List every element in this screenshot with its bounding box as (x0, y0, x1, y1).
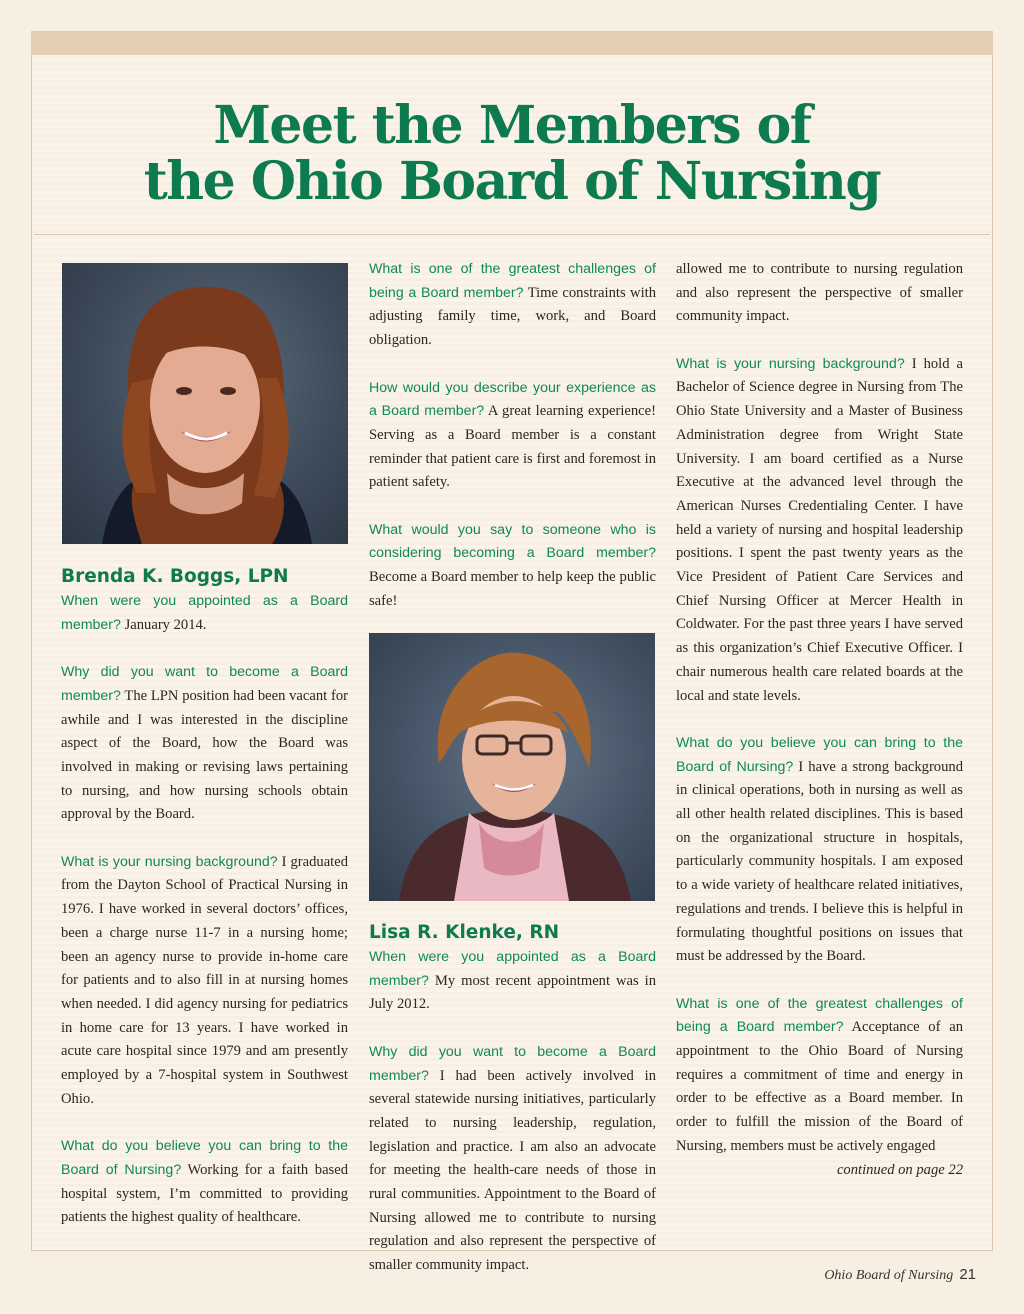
answer-advice: Become a Board member to help keep the public safe! (369, 569, 656, 609)
page-number: 21 (959, 1266, 976, 1283)
answer-why: I had been actively involved in several statewide nursing initiatives, particularly related to nursing leadership, regulation, legislation and practice. I am also an advocate for meeting the health-care needs of those in rural communities. Appointment to the Board of Nursing allowed me to contribute to nursing regulation and also represent the perspective of smaller community impact. (369, 1067, 656, 1274)
answer-appointed: My most recent appointment was in July 2012. (369, 972, 656, 1013)
question-appointed: When were you appointed as a Board member? (369, 949, 656, 989)
portrait-photo-boggs (62, 263, 348, 544)
portrait-photo-klenke (369, 633, 655, 901)
title-divider (34, 234, 990, 235)
top-banner-bar (31, 31, 993, 55)
qa-why-klenke-continued (676, 258, 963, 329)
answer-appointed: January 2014. (120, 616, 207, 633)
question-bring: What do you believe you can bring to the Board of Nursing? (61, 1138, 348, 1178)
answer-experience: A great learning experience! Serving as a Board member is a constant reminder that patient care is first and foremost in patient safety. (369, 403, 656, 491)
question-challenges: What is one of the greatest challenges of being a Board member? (369, 261, 656, 301)
answer-why: The LPN position had been vacant for awhile and I was interested in the discipline aspect of the Board, how the Board was involved in making or revising laws pertaining to nursing, and how nursing schools obtain approval by the Board. (61, 687, 348, 823)
answer-bring: I have a strong background in clinical operations, both in nursing as well as all other health related disciplines. This is based on the organizational structure in hospitals, particularly community hospitals. I am exposed to a wide variety of healthcare related initiatives, regulations and trends. I believe this is helpful in formulating thoughtful positions on issues that must be addressed by the Board. (676, 758, 963, 965)
question-background: What is your nursing background? (61, 853, 278, 870)
publication-name: Ohio Board of Nursing (824, 1268, 954, 1283)
answer-why-continued: allowed me to contribute to nursing regulation and also represent the perspective of smaller community impact. (676, 260, 963, 325)
answer-challenges: Time constraints with adjusting family time, work, and Board obligation. (369, 284, 656, 349)
answer-bring: Working for a faith based hospital system, I’m committed to providing patients the highest quality of healthcare. (61, 1161, 349, 1226)
question-challenges: What is one of the greatest challenges of being a Board member? (676, 995, 963, 1036)
column-2-top (369, 258, 656, 614)
qa-bring-klenke (676, 732, 963, 969)
title-line-2: the Ohio Board of Nursing (143, 151, 881, 212)
question-why: Why did you want to become a Board member? (61, 664, 348, 704)
question-bring: What do you believe you can bring to the Board of Nursing? (676, 734, 963, 775)
qa-appointed-klenke (369, 946, 656, 1017)
member-name-klenke: Lisa R. Klenke, RN (369, 922, 560, 943)
qa-why-klenke (369, 1041, 656, 1274)
page-footer (824, 1266, 976, 1284)
qa-why-boggs (61, 661, 348, 827)
question-advice: What would you say to someone who is considering becoming a Board member? (369, 521, 656, 562)
question-why: Why did you want to become a Board member? (369, 1043, 656, 1084)
qa-challenges-klenke (676, 993, 963, 1159)
column-1 (61, 564, 348, 1230)
question-appointed: When were you appointed as a Board member? (61, 593, 348, 633)
qa-experience-boggs (369, 377, 656, 496)
page-title (0, 95, 1024, 212)
answer-challenges: Acceptance of an appointment to the Ohio Board of Nursing requires a commitment of time and energy in order to be effective as a Board member. In order to fulfill the mission of the Board of Nursing, members must be actively engaged (676, 1019, 963, 1154)
qa-bring-boggs (61, 1135, 348, 1230)
answer-background: I graduated from the Dayton School of Practical Nursing in 1976. I have worked in several doctors’ offices, been a charge nurse 11-7 in a nursing home; been an agency nurse to provide in-home care for patients and to also fill in at nursing homes when needed. I did agency nursing for pediatrics in home care for 13 years. I have worked in acute care hospital since 1979 and am presently employed by a 7-hospital system in Southwest Ohio. (61, 853, 348, 1107)
column-3 (676, 258, 963, 1182)
title-line-1: Meet the Members of (213, 95, 811, 156)
question-background: What is your nursing background? (676, 355, 905, 372)
qa-background-boggs (61, 851, 348, 1112)
continued-note[interactable]: continued on page 22 (836, 1161, 963, 1178)
qa-advice-boggs (369, 519, 656, 614)
member-name-boggs: Brenda K. Boggs, LPN (61, 566, 289, 587)
qa-appointed-boggs (61, 590, 348, 637)
qa-background-klenke (676, 353, 963, 709)
answer-background: I hold a Bachelor of Science degree in Nursing from The Ohio State University and a Master of Business Administration degree from Wright State University. I am board certified as a Nurse Executive at the advanced level through the American Nurses Credentialing Center. I have held a variety of nursing and hospital leadership positions. I spent the past twenty years as the Vice President of Patient Care Services and Chief Nursing Officer at Mercer Health in Coldwater. For the past three years I have served as this organization’s Chief Executive Officer. I chair numerous health care related boards at the local and state levels. (676, 355, 964, 704)
qa-challenges-boggs (369, 258, 656, 353)
column-2-bottom (369, 920, 656, 1274)
question-experience: How would you describe your experience as a Board member? (369, 379, 656, 420)
